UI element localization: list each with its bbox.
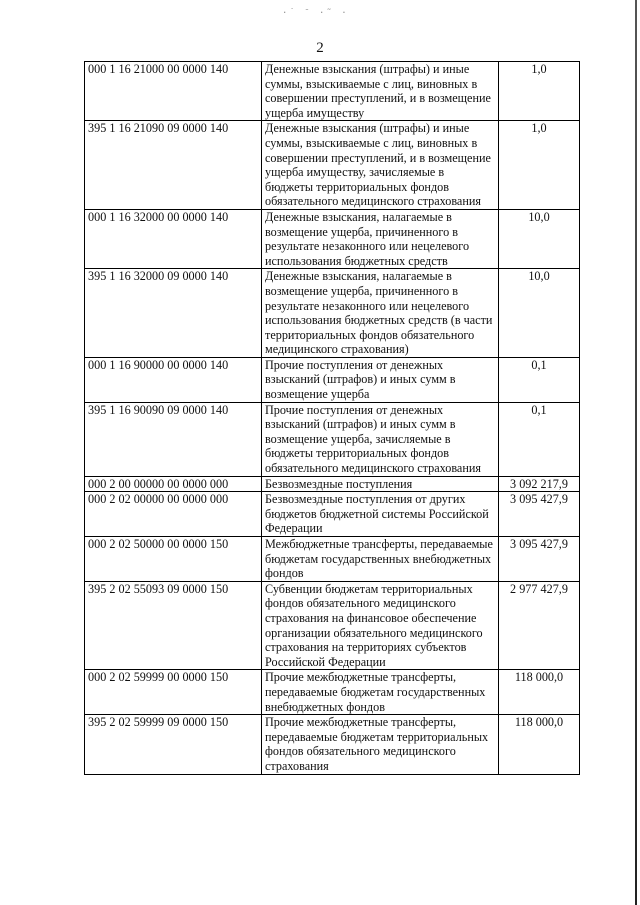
amount-cell: 0,1	[499, 357, 580, 402]
budget-code-cell: 395 1 16 32000 09 0000 140	[85, 269, 262, 358]
budget-code-cell: 000 1 16 21000 00 0000 140	[85, 62, 262, 121]
budget-code-cell: 000 1 16 32000 00 0000 140	[85, 209, 262, 268]
table-row	[85, 62, 580, 121]
revenue-name-cell: Денежные взыскания, налагаемые в возмещение ущерба, причиненного в результате незаконного или нецелевого использования бюджетных средств (в части территориальных фондов обязательного медицинского страхования)	[262, 269, 499, 358]
amount-cell: 10,0	[499, 209, 580, 268]
table-row	[85, 537, 580, 582]
budget-code-cell: 395 1 16 90090 09 0000 140	[85, 402, 262, 476]
budget-code-cell: 000 2 02 59999 00 0000 150	[85, 670, 262, 715]
amount-cell: 118 000,0	[499, 670, 580, 715]
amount-cell: 1,0	[499, 121, 580, 210]
table-row	[85, 670, 580, 715]
table-row	[85, 121, 580, 210]
revenue-name-cell: Прочие межбюджетные трансферты, передаваемые бюджетам государственных внебюджетных фондов	[262, 670, 499, 715]
table-body	[85, 62, 580, 775]
table-row	[85, 209, 580, 268]
budget-revenue-table	[84, 61, 580, 775]
revenue-name-cell: Безвозмездные поступления	[262, 476, 499, 492]
budget-code-cell: 000 1 16 90000 00 0000 140	[85, 357, 262, 402]
amount-cell: 0,1	[499, 402, 580, 476]
amount-cell: 3 095 427,9	[499, 492, 580, 537]
amount-cell: 118 000,0	[499, 715, 580, 774]
revenue-name-cell: Денежные взыскания (штрафы) и иные суммы, взыскиваемые с лиц, виновных в совершении преступлений, и в возмещение ущерба имуществу	[262, 62, 499, 121]
amount-cell: 2 977 427,9	[499, 581, 580, 670]
budget-code-cell: 000 2 00 00000 00 0000 000	[85, 476, 262, 492]
budget-code-cell: 395 2 02 59999 09 0000 150	[85, 715, 262, 774]
revenue-name-cell: Прочие межбюджетные трансферты, передаваемые бюджетам территориальных фондов обязательного медицинского страхования	[262, 715, 499, 774]
table-row	[85, 715, 580, 774]
amount-cell: 3 092 217,9	[499, 476, 580, 492]
table-row	[85, 492, 580, 537]
budget-code-cell: 000 2 02 50000 00 0000 150	[85, 537, 262, 582]
budget-code-cell: 395 2 02 55093 09 0000 150	[85, 581, 262, 670]
amount-cell: 10,0	[499, 269, 580, 358]
table-row	[85, 581, 580, 670]
revenue-name-cell: Денежные взыскания (штрафы) и иные суммы, взыскиваемые с лиц, виновных в совершении преступлений, и в возмещение ущерба имуществу, зачисляемые в бюджеты территориальных фондов обязательного медицинского страхования	[262, 121, 499, 210]
page-number: 2	[316, 40, 324, 56]
amount-cell: 3 095 427,9	[499, 537, 580, 582]
table-row	[85, 402, 580, 476]
budget-code-cell: 395 1 16 21090 09 0000 140	[85, 121, 262, 210]
revenue-name-cell: Безвозмездные поступления от других бюджетов бюджетной системы Российской Федерации	[262, 492, 499, 537]
table-row	[85, 357, 580, 402]
revenue-name-cell: Прочие поступления от денежных взысканий (штрафов) и иных сумм в возмещение ущерба, зачисляемые в бюджеты территориальных фондов обязательного медицинского страхования	[262, 402, 499, 476]
amount-cell: 1,0	[499, 62, 580, 121]
budget-code-cell: 000 2 02 00000 00 0000 000	[85, 492, 262, 537]
revenue-name-cell: Прочие поступления от денежных взысканий (штрафов) и иных сумм в возмещение ущерба	[262, 357, 499, 402]
revenue-name-cell: Субвенции бюджетам территориальных фондов обязательного медицинского страхования на финансовое обеспечение организации обязательного медицинского страхования на территориях субъектов Российской Федерации	[262, 581, 499, 670]
table-row	[85, 269, 580, 358]
scan-edge-shadow	[635, 0, 637, 905]
revenue-name-cell: Межбюджетные трансферты, передаваемые бюджетам государственных внебюджетных фондов	[262, 537, 499, 582]
scan-artifact: ·˙ ˉ ·˜ ·	[282, 8, 349, 18]
table-row	[85, 476, 580, 492]
revenue-name-cell: Денежные взыскания, налагаемые в возмещение ущерба, причиненного в результате незаконного или нецелевого использования бюджетных средств	[262, 209, 499, 268]
